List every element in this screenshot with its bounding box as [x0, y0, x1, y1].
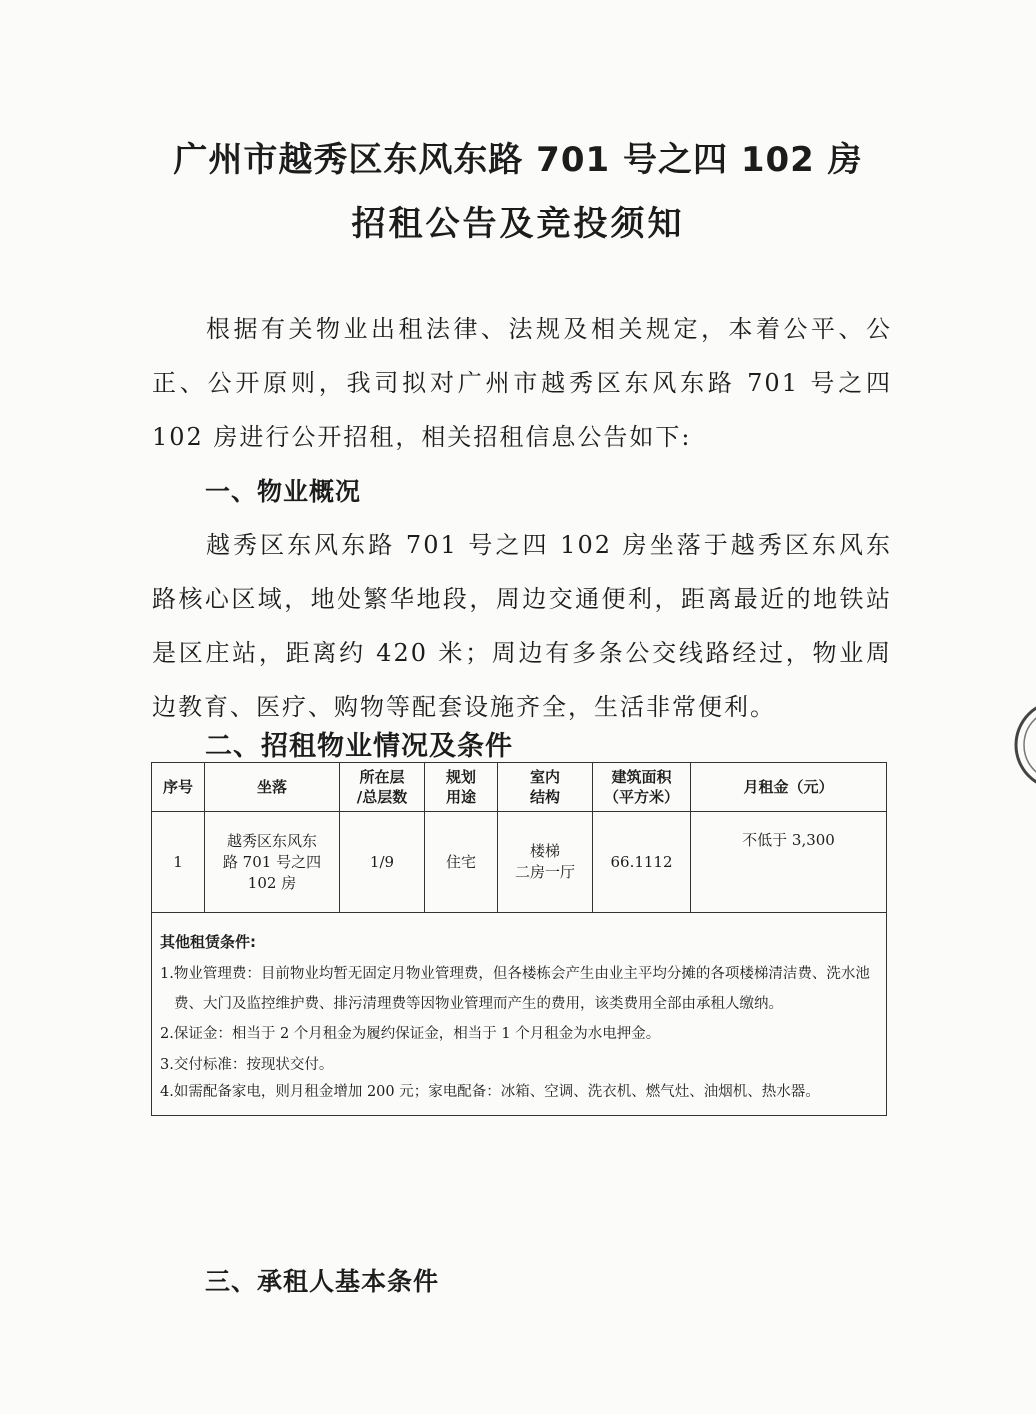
header-structure: 室内 结构: [498, 763, 593, 812]
header-use: 规划 用途: [425, 763, 498, 812]
header-location: 坐落: [205, 763, 340, 812]
section3-heading: 三、承租人基本条件: [205, 1267, 440, 1296]
document-title-line1: 广州市越秀区东风东路 701 号之四 102 房: [173, 140, 863, 180]
header-rent: 月租金（元）: [691, 763, 887, 812]
cell-location: 越秀区东风东 路 701 号之四 102 房: [205, 812, 340, 913]
cell-use: 住宅: [425, 812, 498, 913]
condition-item: 3.交付标准：按现状交付。: [160, 1057, 334, 1073]
intro-paragraph: 根据有关物业出租法律、法规及相关规定，本着公平、公正、公开原则，我司拟对广州市越秀区东风东路 701 号之四 102 房进行公开招租，相关招租信息公告如下:: [152, 315, 892, 451]
cell-area: 66.1112: [593, 812, 691, 913]
rental-conditions-table: [151, 762, 887, 1116]
table-row: [152, 812, 887, 913]
other-conditions-row: [152, 913, 887, 1116]
section1-heading: 一、物业概况: [205, 477, 362, 506]
other-conditions-title: 其他租赁条件:: [160, 933, 256, 951]
condition-item: 1.物业管理费：目前物业均暂无固定月物业管理费，但各楼栋会产生由业主平均分摊的各项楼梯清洁费、洗水池费、大门及监控维护费、排污清理费等因物业管理而产生的费用，该类费用全部由承租人缴纳。: [160, 966, 870, 1012]
header-floor: 所在层 /总层数: [340, 763, 425, 812]
cell-structure: 楼梯 二房一厅: [498, 812, 593, 913]
cell-seq: 1: [152, 812, 205, 913]
cell-floor: 1/9: [340, 812, 425, 913]
header-seq: 序号: [152, 763, 205, 812]
other-conditions-cell: [152, 913, 887, 1116]
header-area: 建筑面积 （平方米）: [593, 763, 691, 812]
condition-item: 4.如需配备家电，则月租金增加 200 元；家电配备：冰箱、空调、洗衣机、燃气灶、油烟机、热水器。: [160, 1084, 820, 1100]
table-header-row: [152, 763, 887, 812]
property-overview-paragraph: 越秀区东风东路 701 号之四 102 房坐落于越秀区东风东路核心区域，地处繁华地段，周边交通便利，距离最近的地铁站是区庄站，距离约 420 米；周边有多条公交线路经过，物业周边教育、医疗、购物等配套设施齐全，生活非常便利。: [152, 531, 892, 721]
cell-rent: 不低于 3,300: [691, 812, 887, 913]
document-title-line2: 招租公告及竞投须知: [351, 204, 685, 244]
section2-heading: 二、招租物业情况及条件: [205, 731, 513, 762]
condition-item: 2.保证金：相当于 2 个月租金为履约保证金，相当于 1 个月租金为水电押金。: [160, 1026, 661, 1042]
page-seal-stamp: [1012, 690, 1036, 800]
